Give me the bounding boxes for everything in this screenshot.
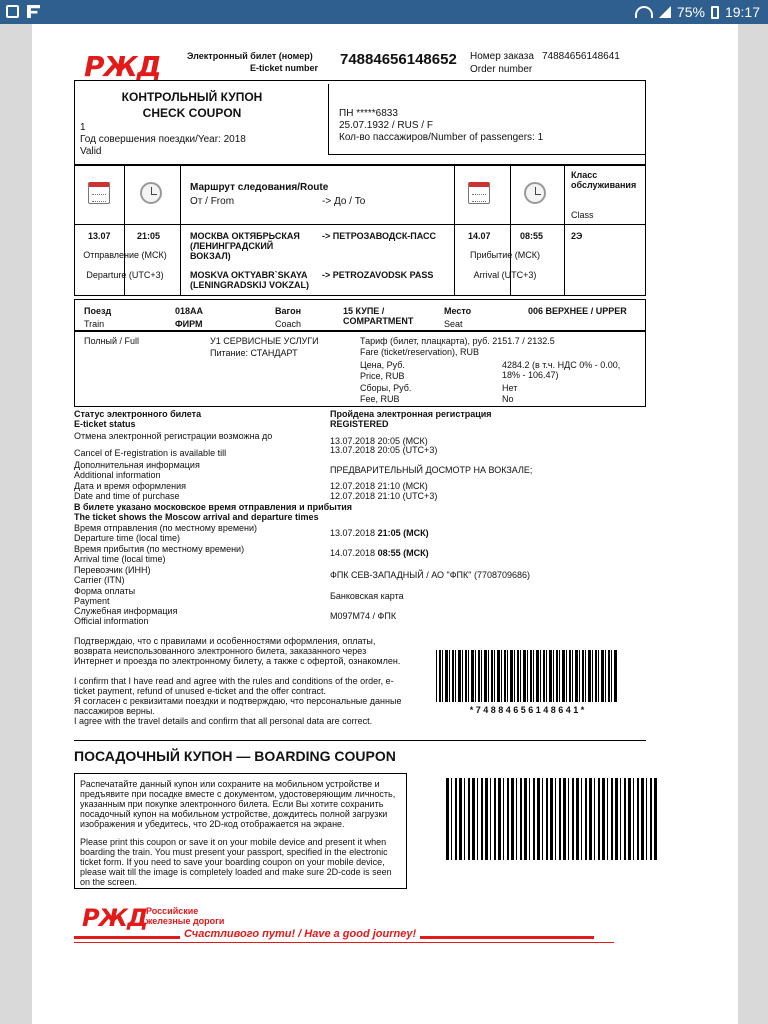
class-label-en: Class bbox=[571, 210, 594, 220]
trip-year: Год совершения поездки/Year: 2018 bbox=[80, 134, 246, 145]
payment-value: Банковская карта bbox=[330, 591, 404, 601]
departure-local-en: Departure time (local time) bbox=[74, 533, 181, 543]
valid-text: Valid bbox=[80, 146, 102, 157]
status-label-ru: Статус электронного билета bbox=[74, 409, 202, 419]
boarding-text-en: Please print this coupon or save it on your mobile device and present it when boarding the train. You must present your passport, specified in the electronic ticket form. If you need to save your boarding coupon on your mobile device, please wait till the image is completely loaded and make sure 2D-code is seen on the screen. bbox=[80, 837, 392, 887]
arrival-time: 08:55 bbox=[520, 231, 544, 241]
departure-date: 13.07 bbox=[88, 231, 111, 241]
gallery-icon bbox=[6, 5, 19, 18]
order-number: 74884656148641 bbox=[542, 51, 620, 62]
fee-value-en: No bbox=[502, 394, 514, 404]
seat-label-ru: Место bbox=[444, 306, 472, 316]
train-label-en: Train bbox=[84, 319, 105, 329]
registration-ru: Пройдена электронная регистрация bbox=[330, 409, 492, 419]
train-name: ФИРМ bbox=[175, 319, 203, 329]
carrier-label-ru: Перевозчик (ИНН) bbox=[74, 565, 151, 575]
cancel-msk: 13.07.2018 20:05 (МСК) bbox=[330, 436, 428, 446]
cancel-label-ru: Отмена электронной регистрации возможна до bbox=[74, 431, 273, 441]
class-value: 2Э bbox=[571, 231, 583, 241]
seat-value: 006 ВЕРХНЕЕ / UPPER bbox=[528, 306, 627, 316]
arrival-local-time: 08:55 (МСК) bbox=[377, 548, 429, 558]
service-class: У1 СЕРВИСНЫЕ УСЛУГИ bbox=[210, 336, 319, 346]
barcode bbox=[436, 650, 618, 702]
additional-label-ru: Дополнительная информация bbox=[74, 460, 200, 470]
arrival-local-date: 14.07.2018 bbox=[330, 548, 376, 558]
passport: ПН *****6833 bbox=[339, 108, 398, 119]
coupon-count: 1 bbox=[80, 122, 86, 133]
barcode-text: * 7 4 8 8 4 6 5 6 1 4 8 6 4 1 * bbox=[469, 705, 585, 715]
company-line-2: железные дороги bbox=[146, 916, 225, 926]
2d-code bbox=[446, 778, 658, 860]
company-line-1: Российские bbox=[146, 906, 199, 916]
coach-label-en: Coach bbox=[275, 319, 302, 329]
departure-local-date: 13.07.2018 bbox=[330, 528, 376, 538]
footer-rzd-logo: РЖД bbox=[82, 904, 148, 932]
to-station-en: -> PETROZAVODSK PASS bbox=[322, 270, 434, 280]
route-from-label: От / From bbox=[190, 196, 235, 207]
rzd-logo: РЖД bbox=[84, 50, 161, 83]
fee-en: Fee, RUB bbox=[360, 394, 400, 404]
purchase-utc: 12.07.2018 21:10 (UTC+3) bbox=[330, 491, 438, 501]
arrival-date: 14.07 bbox=[468, 231, 491, 241]
departure-local-ru: Время отправления (по местному времени) bbox=[74, 523, 258, 533]
agreement-ru: Подтверждаю, что с правилами и особенностями оформления, оплаты, возврата неиспользованного электронного билета, заказанного через Интернет и проезда по электронному билету, а также с офертой, ознакомлен. bbox=[74, 636, 401, 666]
agreement-en-2: I agree with the travel details and confirm that all personal data are correct. bbox=[74, 716, 373, 726]
to-station-ru: -> ПЕТРОЗАВОДСК-ПАСС bbox=[322, 231, 437, 241]
route-title: Маршрут следования/Route bbox=[190, 182, 329, 193]
coach-label-ru: Вагон bbox=[275, 306, 302, 316]
meal: Питание: СТАНДАРТ bbox=[210, 348, 298, 358]
official-label-en: Official information bbox=[74, 616, 149, 626]
status-label-en: E-ticket status bbox=[74, 419, 136, 429]
route-to-label: -> До / To bbox=[322, 196, 366, 207]
payment-label-ru: Форма оплаты bbox=[74, 586, 136, 596]
price-value: 4284.2 (в т.ч. НДС 0% - 0.00, 18% - 106.47) bbox=[502, 360, 621, 380]
class-label: Класс обслуживания bbox=[571, 170, 637, 190]
clock-icon bbox=[524, 182, 546, 204]
moscow-time-ru: В билете указано московское время отправления и прибытия bbox=[74, 502, 353, 512]
passengers-count: Кол-во пассажиров/Number of passengers: 1 bbox=[339, 132, 544, 143]
ticket-document bbox=[32, 24, 738, 1024]
purchase-label-en: Date and time of purchase bbox=[74, 491, 180, 501]
arrival-local-en: Arrival time (local time) bbox=[74, 554, 166, 564]
train-number: 018АА bbox=[175, 306, 204, 316]
boarding-title: ПОСАДОЧНЫЙ КУПОН — BOARDING COUPON bbox=[74, 748, 396, 764]
price-ru: Цена, Руб. bbox=[360, 360, 405, 370]
arrival-label-ru: Прибытие (МСК) bbox=[469, 250, 540, 260]
departure-label-ru: Отправление (МСК) bbox=[83, 250, 167, 260]
slogan: Счастливого пути! / Have a good journey! bbox=[180, 928, 420, 940]
departure-local-value bbox=[330, 528, 429, 538]
calendar-icon bbox=[88, 182, 110, 204]
official-label-ru: Служебная информация bbox=[74, 606, 178, 616]
agreement-ru-2: Я согласен с реквизитами поездки и подтверждаю, что персональные данные пассажиров верны. bbox=[74, 696, 402, 716]
additional-value: ПРЕДВАРИТЕЛЬНЫЙ ДОСМОТР НА ВОКЗАЛЕ; bbox=[330, 465, 533, 475]
departure-label-en: Departure (UTC+3) bbox=[86, 270, 164, 280]
from-station-ru: МОСКВА ОКТЯБРЬСКАЯ (ЛЕНИНГРАДСКИЙ ВОКЗАЛ) bbox=[190, 231, 300, 261]
order-label-en: Order number bbox=[470, 64, 533, 75]
birth-data: 25.07.1932 / RUS / F bbox=[339, 120, 433, 131]
fee-value-ru: Нет bbox=[502, 383, 518, 393]
fee-ru: Сборы, Руб. bbox=[360, 383, 412, 393]
coach-value: 15 КУПЕ / COMPARTMENT bbox=[343, 306, 414, 326]
carrier-label-en: Carrier (ITN) bbox=[74, 575, 125, 585]
signal-icon bbox=[659, 6, 671, 18]
clock-time: 19:17 bbox=[724, 4, 760, 20]
official-value: М097М74 / ФПК bbox=[330, 611, 397, 621]
departure-time: 21:05 bbox=[137, 231, 161, 241]
check-coupon-title-ru: КОНТРОЛЬНЫЙ КУПОН bbox=[121, 90, 263, 104]
agreement-en: I confirm that I have read and agree with the rules and conditions of the order, e-ticket payment, refund of unused e-ticket and the offer contract. bbox=[74, 676, 394, 696]
price-en: Price, RUB bbox=[360, 371, 405, 381]
cancel-label-en: Cancel of E-registration is available till bbox=[74, 448, 227, 458]
moscow-time-en: The ticket shows the Moscow arrival and departure times bbox=[74, 512, 319, 522]
train-label-ru: Поезд bbox=[84, 306, 112, 316]
flipboard-icon bbox=[27, 5, 40, 18]
purchase-label-ru: Дата и время оформления bbox=[74, 481, 187, 491]
full-fare: Полный / Full bbox=[84, 336, 139, 346]
wifi-icon bbox=[635, 6, 653, 18]
eticket-label-ru: Электронный билет (номер) bbox=[187, 51, 313, 61]
arrival-label-en: Arrival (UTC+3) bbox=[473, 270, 537, 280]
calendar-icon bbox=[468, 182, 490, 204]
tariff-en: Fare (ticket/reservation), RUB bbox=[360, 347, 480, 357]
arrival-local-ru: Время прибытия (по местному времени) bbox=[74, 544, 245, 554]
payment-label-en: Payment bbox=[74, 596, 110, 606]
eticket-number: 74884656148652 bbox=[340, 51, 457, 68]
seat-label-en: Seat bbox=[444, 319, 463, 329]
carrier-value: ФПК СЕВ-ЗАПАДНЫЙ / АО "ФПК" (7708709686) bbox=[330, 570, 530, 580]
boarding-text-ru: Распечатайте данный купон или сохраните на мобильном устройстве и предъявите при посадке вместе с документом, удостоверяющим личность, указанным при покупке электронного билета. Если Вы хотите сохранить посадочный купон на мобильном устройстве, дождитесь полной загрузки изображения и убедитесь, что 2D-код отображается на экране. bbox=[80, 779, 396, 829]
clock-icon bbox=[140, 182, 162, 204]
order-label-ru: Номер заказа bbox=[470, 51, 534, 62]
status-bar bbox=[0, 0, 768, 24]
battery-percent: 75% bbox=[676, 4, 705, 20]
check-coupon-title-en: CHECK COUPON bbox=[142, 106, 242, 120]
eticket-label-en: E-ticket number bbox=[250, 63, 319, 73]
arrival-local-value bbox=[330, 548, 429, 558]
battery-icon bbox=[711, 6, 719, 19]
departure-local-time: 21:05 (МСК) bbox=[377, 528, 429, 538]
additional-label-en: Additional information bbox=[74, 470, 161, 480]
from-station-en: MOSKVA OKTYABR`SKAYA (LENINGRADSKIJ VOKZAL) bbox=[190, 270, 309, 290]
registration-en: REGISTERED bbox=[330, 419, 389, 429]
purchase-msk: 12.07.2018 21:10 (МСК) bbox=[330, 481, 428, 491]
cancel-utc: 13.07.2018 20:05 (UTC+3) bbox=[330, 445, 438, 455]
tariff-ru: Тариф (билет, плацкарта), руб. 2151.7 / 2132.5 bbox=[360, 336, 555, 346]
